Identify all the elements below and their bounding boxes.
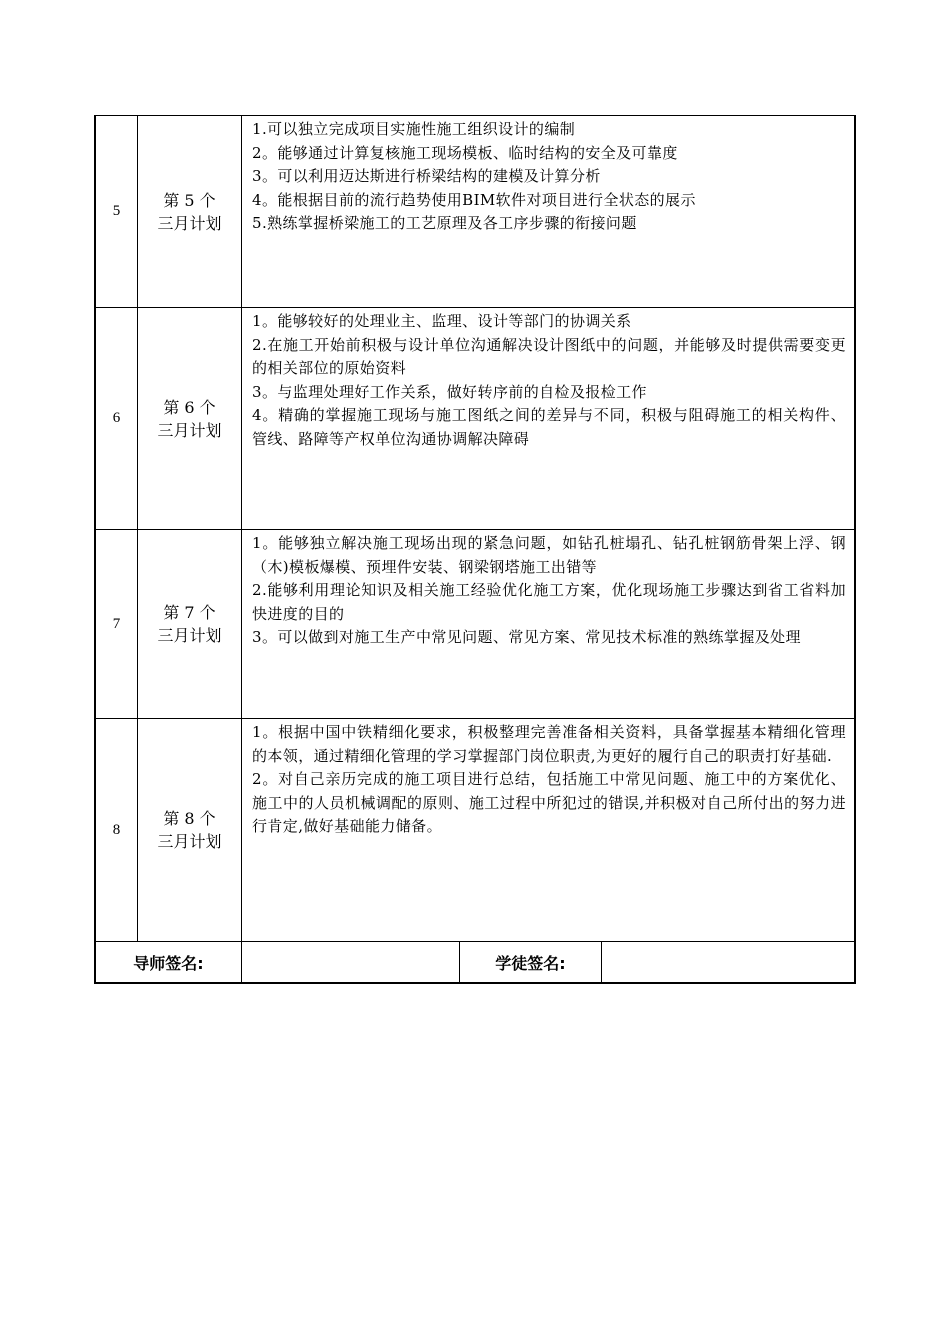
period-cell xyxy=(138,116,242,307)
plan-row-8 xyxy=(96,719,854,942)
training-plan-table xyxy=(94,115,856,984)
mentor-signature-label: 导师签名: xyxy=(96,942,242,983)
plan-item: 2。对自己亲历完成的施工项目进行总结，包括施工中常见问题、施工中的方案优化、施工中的人员机械调配的原则、施工过程中所犯过的错误,并积极对自己所付出的努力进行肯定,做好基础能力储备。 xyxy=(252,770,846,835)
plan-item: 3。可以利用迈达斯进行桥梁结构的建模及计算分析 xyxy=(252,167,601,185)
period-line2: 三月计划 xyxy=(157,420,222,440)
period-line1: 第 5 个 xyxy=(163,190,216,210)
signature-row xyxy=(96,942,854,983)
period-cell xyxy=(138,308,242,529)
plan-item: 5.熟练掌握桥梁施工的工艺原理及各工序步骤的衔接问题 xyxy=(252,214,637,232)
period-line1: 第 6 个 xyxy=(163,397,216,417)
row-number: 8 xyxy=(96,719,138,941)
apprentice-signature-field[interactable] xyxy=(602,942,854,983)
plan-item: 2.能够利用理论知识及相关施工经验优化施工方案，优化现场施工步骤达到省工省料加快进度的目的 xyxy=(252,581,846,623)
plan-row-7 xyxy=(96,530,854,719)
plan-item: 1。能够较好的处理业主、监理、设计等部门的协调关系 xyxy=(252,312,632,330)
plan-item: 4。精确的掌握施工现场与施工图纸之间的差异与不同，积极与阻碍施工的相关构件、管线、路障等产权单位沟通协调解决障碍 xyxy=(252,406,846,448)
period-cell xyxy=(138,530,242,718)
row-number: 7 xyxy=(96,530,138,718)
period-line2: 三月计划 xyxy=(157,213,222,233)
period-line2: 三月计划 xyxy=(157,832,222,851)
plan-content xyxy=(242,719,854,941)
row-number: 6 xyxy=(96,308,138,529)
row-number: 5 xyxy=(96,116,138,307)
plan-item: 3。与监理处理好工作关系，做好转序前的自检及报检工作 xyxy=(252,382,647,401)
period-line2: 三月计划 xyxy=(157,626,222,645)
period-line1: 第 8 个 xyxy=(163,809,216,828)
plan-content xyxy=(242,530,854,718)
plan-row-5 xyxy=(96,116,854,308)
plan-item: 2.在施工开始前积极与设计单位沟通解决设计图纸中的问题，并能够及时提供需要变更的相关部位的原始资料 xyxy=(252,335,846,377)
plan-item: 1。根据中国中铁精细化要求，积极整理完善准备相关资料，具备掌握基本精细化管理的本领，通过精细化管理的学习掌握部门岗位职责,为更好的履行自己的职责打好基础. xyxy=(252,723,846,765)
plan-item: 1。能够独立解决施工现场出现的紧急问题，如钻孔桩塌孔、钻孔桩钢筋骨架上浮、钢（木)模板爆模、预埋件安装、钢梁钢塔施工出错等 xyxy=(252,534,846,576)
plan-content xyxy=(242,116,854,307)
plan-item: 4。能根据目前的流行趋势使用BIM软件对项目进行全状态的展示 xyxy=(252,190,696,209)
plan-item: 1.可以独立完成项目实施性施工组织设计的编制 xyxy=(252,120,576,138)
plan-content xyxy=(242,308,854,529)
period-line1: 第 7 个 xyxy=(163,603,216,622)
plan-item: 3。可以做到对施工生产中常见问题、常见方案、常见技术标准的熟练掌握及处理 xyxy=(252,628,801,646)
plan-item: 2。能够通过计算复核施工现场模板、临时结构的安全及可靠度 xyxy=(252,143,678,162)
plan-row-6 xyxy=(96,308,854,530)
period-cell xyxy=(138,719,242,941)
mentor-signature-field[interactable] xyxy=(242,942,460,983)
apprentice-signature-label: 学徒签名: xyxy=(460,942,602,983)
